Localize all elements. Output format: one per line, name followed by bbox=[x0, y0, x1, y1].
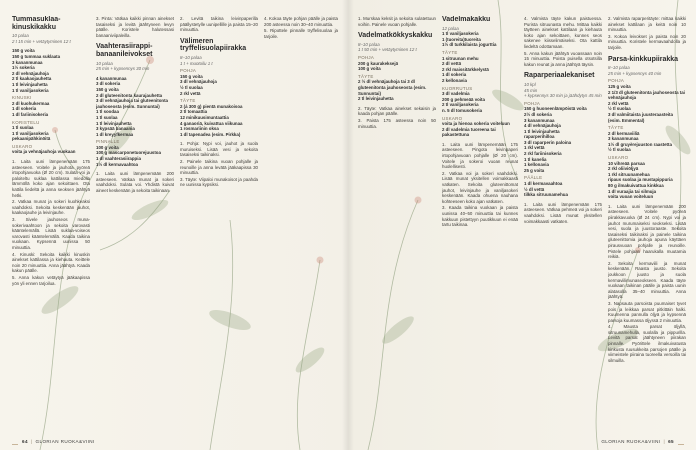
ingredient: tilkka sitruunamehua bbox=[524, 192, 568, 198]
ingredient: 1 rkl sitruunamehua bbox=[608, 171, 650, 177]
recipe-step: 4. Mausta parsat öljyllä, sitruunamehulla, suolalla ja pippurilla. Levitä parsat jäähtyneen piirakan pinnalle. Pyörittele ilmakuivatusta kinkusta ruusukkeita parsojen päälle ja viimeistele piiraina tuoreella versoilla tai silmuilla. bbox=[608, 324, 686, 363]
ingredient: 2 dl kermaviiliä bbox=[608, 130, 640, 136]
recipe-servings: 10 palaa bbox=[12, 33, 29, 39]
section-label: TÄYTE bbox=[358, 73, 374, 79]
ingredient: 1 tl leivinjauhetta bbox=[12, 81, 48, 87]
ingredient: 200 g pehmeää voita bbox=[442, 96, 485, 102]
recipe-servings: 12 palaa bbox=[442, 25, 459, 31]
right-page bbox=[348, 0, 696, 450]
ingredient: 4 dl vehnäjauhoja bbox=[524, 123, 561, 129]
ingredient: 200 g kaurakeksejä bbox=[358, 60, 399, 66]
ingredient: 1 dl kermavaahtoa bbox=[524, 181, 563, 187]
ingredient: n. 5 dl tomusokeria bbox=[442, 107, 483, 113]
section-label: KUORRUTUS bbox=[442, 85, 473, 91]
ingredient: 1 dl vaahterasiirappia bbox=[96, 156, 141, 162]
ingredient: 2 kellonavia bbox=[442, 77, 467, 83]
ingredient: 4 ganaoriä, kuivattua viikunaa bbox=[180, 120, 243, 126]
ingredient: 100 g mascarponetuorejuustoa bbox=[96, 150, 161, 156]
ingredient: ripaus suolaa ja mustapippuria bbox=[608, 177, 673, 183]
ingredient: 2 rkl vettä bbox=[180, 90, 201, 96]
ingredient: 150 g voita bbox=[96, 86, 119, 92]
ingredient: 1½ dl gruyèrejuuston raastetta bbox=[608, 141, 672, 147]
ingredient: 3 dl vehnäjauhoja bbox=[180, 79, 217, 85]
ingredient: 3 dl vehnäjauhoja tai gluteenitonta jauhoseosta (esim. Sunnuntai) bbox=[96, 98, 168, 109]
ingredient: 1 dl fariinisokeria bbox=[12, 111, 49, 117]
left-column-4 bbox=[264, 16, 338, 430]
recipe-step: 5. Anna kakun vetäytyä jääkaapissa yön yli ennen tarjoilua. bbox=[12, 274, 90, 286]
ingredient: 1½ dl turkkilaista jogurttia bbox=[442, 42, 497, 48]
section-label: POHJA bbox=[608, 78, 625, 84]
recipe-time: 25 min + kypsennys 40 min bbox=[608, 70, 662, 76]
recipe-step: 2. Levitä taikina leivinpaperilla päällystetylle uunipellille ja paista 15–20 minuuttia. bbox=[180, 16, 258, 33]
ingredient: 2 dl vehnäjauhoja bbox=[12, 70, 49, 76]
section-label: KINUSKI bbox=[12, 95, 32, 101]
page-number: 64 bbox=[22, 439, 28, 444]
ingredient: 2 tl leivinjauhetta bbox=[358, 96, 394, 102]
footer-rule bbox=[12, 444, 18, 445]
section-label: PÄÄLLE bbox=[524, 175, 543, 181]
recipe-time-extra: + kypsennys 30 min ja jäähdytys 45 min bbox=[524, 93, 602, 99]
ingredient: 1½ dl kermavaahtoa bbox=[96, 161, 138, 167]
ingredient: 1 tl vaniljasokeria bbox=[12, 130, 49, 136]
section-label: KORISTELU bbox=[12, 119, 40, 125]
section-label: POHJA bbox=[524, 100, 541, 106]
recipe-step: 4. Kinuski: Sekoita kaikki kinuskin ainekset kattilassa ja kiehauta. Keittele noin 20 minuuttia. Anna jäähtyä. Kaada kakun päälle. bbox=[12, 251, 90, 274]
ingredient: 1 dl sokeria bbox=[442, 72, 467, 78]
section-label: USKARO bbox=[12, 143, 33, 149]
magazine-title: GLORIAN RUOKA&VIINI bbox=[601, 439, 661, 444]
recipe-step: 3. Paista 175 asteessa noin 50 minuuttia. bbox=[358, 117, 436, 129]
ingredient: 2 dl kuohukermaa bbox=[12, 100, 50, 106]
ingredient: voita ja vehnäjauhoja vuokaan bbox=[12, 149, 76, 155]
recipe-servings: 8–10 palaa bbox=[358, 41, 380, 47]
ingredient: 1 rosmariinin oksa bbox=[180, 126, 219, 132]
ingredient: voita vuoan voiteluun bbox=[608, 194, 654, 200]
ingredient: 125 g voita bbox=[608, 83, 631, 89]
recipe-time: 2 t 15 min + vetäytyminen 12 t bbox=[12, 38, 71, 44]
ingredient: raparperihilloa bbox=[524, 134, 555, 140]
recipe-title: Vadelmatkökkyskakku bbox=[358, 32, 433, 40]
ingredient: 150 g voita bbox=[180, 73, 203, 79]
ingredient: 3 kananmunaa bbox=[12, 59, 43, 65]
recipe-title: Vaahterasiirappi-banaanileivokset bbox=[96, 43, 153, 58]
ingredient: 2 rkl fariinisokeria bbox=[524, 151, 562, 157]
recipe-time: 25 min + kypsennys 30 min bbox=[96, 66, 150, 72]
magazine-title: GLORIAN RUOKA&VIINI bbox=[35, 439, 95, 444]
section-label: POHJA bbox=[180, 68, 197, 74]
ingredient: 1 dl vuraajia tai silmuja bbox=[608, 188, 657, 194]
ingredient: 2½ dl sokeria bbox=[524, 111, 552, 117]
ingredient: 2 tl vaniljasokeria bbox=[442, 102, 479, 108]
ingredient: ½ dl vettä bbox=[524, 186, 545, 192]
ingredient: 2 rkl maissitärkkelystä bbox=[442, 66, 489, 72]
ingredient: 150 g tummaa suklaata bbox=[12, 53, 61, 59]
page-footer: GLORIAN RUOKA&VIINI | 65 bbox=[601, 439, 674, 444]
recipe-title: Parsa-kinkkupiirakka bbox=[608, 55, 679, 63]
ingredient: 100 g voita bbox=[358, 66, 381, 72]
page-number: 65 bbox=[668, 439, 674, 444]
recipe-step: 5. Anna kakun jäähtyä vuoassaan noin 15 minuuttia. Poista puisella otsotsilla kakun reunat ja anna jäähtyä täysin. bbox=[524, 50, 602, 67]
ingredient: 3 dl vadelmia bbox=[442, 91, 470, 97]
recipe-step: 3. Napsauta parsoista puumaiset tyvet pois ja leikkaa parsat pitkittäin halki. Kuumenna pannulla öljyä ja kypsennä parsoja kuumassa öljyssä 2 minuuttia. bbox=[608, 300, 686, 323]
ingredient: 1 tl vaniljasokeria bbox=[12, 87, 49, 93]
ingredient: 3 dl sokeria bbox=[96, 81, 121, 87]
section-label: POHJA bbox=[358, 54, 375, 60]
ingredient: 2 ½ dl vehnäjauhoja tai 3 dl gluteenitonta jauhoseosta (esim. Sunnuntai) bbox=[358, 79, 427, 96]
ingredient: 1 tl suolaa bbox=[96, 114, 118, 120]
section-label: USKARO bbox=[608, 155, 629, 161]
ingredient: 1½ sokeria bbox=[12, 65, 35, 71]
ingredient: 1 tl vaniljasokeria bbox=[442, 31, 479, 37]
recipe-step: 3. Sivele jauhoseos muna-sokerivaahtoon ja sekoita varovasti kääntelemällä. Lisää suklaa-voiseos varovasti kääntelemällä. Kaada taikina vuokaan. Kypsennä uunissa 50 minuuttia. bbox=[12, 217, 90, 250]
ingredient: 3 kypsää banaania bbox=[96, 126, 135, 132]
ingredient: 3 kananmunaa bbox=[608, 136, 639, 142]
recipe-servings: 10 kpl bbox=[524, 81, 536, 87]
ingredient: 2 tl kaakaojauhetta bbox=[12, 76, 52, 82]
ingredient: ½ tl suolaa bbox=[180, 84, 203, 90]
section-label: USKARO bbox=[442, 115, 463, 121]
section-label: TÄYTE bbox=[442, 49, 458, 55]
recipe-step: 4. Kokoa täyte pohjan päälle ja paista 200 asteessa noin 30–40 minuuttia. bbox=[264, 16, 338, 27]
recipe-title: Välimeren tryffelisuolapiirakka bbox=[180, 37, 247, 53]
ingredient: 1 kellonavia bbox=[524, 162, 549, 168]
footer-rule bbox=[678, 444, 684, 445]
ingredient: 1 tl leivinjauhetta bbox=[524, 128, 560, 134]
ingredient: 1 (tuoreita)tuoreita bbox=[442, 36, 481, 42]
recipe-title: Tummasuklaa-kinuskikakku bbox=[12, 16, 61, 31]
recipe-step: 1. Pohja: Nypi voi, jauhot ja suola muruiseksi. Lisää vesi ja sekoita tasaiseksi taikinaksi. bbox=[180, 141, 258, 158]
recipe-servings: 8–10 palaa bbox=[180, 54, 202, 60]
ingredient: voita ja hienoa sokeria voiteluun bbox=[442, 121, 510, 127]
recipe-time: 45 min bbox=[524, 87, 538, 93]
recipe-servings: 10 palaa bbox=[96, 60, 113, 66]
ingredient: 100 g voita bbox=[96, 144, 119, 150]
ingredient: 2 (á 300 g) pientä munakoisoa bbox=[180, 103, 243, 109]
recipe-step: 1. Laita uuni lämpenemään 175 asteeseen. Vatkaa pehmeä voi ja sokeri vaahdoksi. Lisää munat yksitellen voimakkaasti vatkaten. bbox=[524, 201, 602, 224]
recipe-step: 2. Painele taikina vuoan pohjalle ja reunoille ja anna levätä jääkaapissa 30 minuuttia. bbox=[180, 159, 258, 176]
section-label: TÄYTE bbox=[180, 98, 196, 104]
ingredient: 3 dl raparperin paloina bbox=[524, 139, 572, 145]
ingredient: 1 tl leivinjauhetta bbox=[96, 120, 132, 126]
ingredient: 80 g ilmakuivattua kinkkua bbox=[608, 183, 664, 189]
ingredient: 2 rkl oliiviöljyä bbox=[608, 166, 639, 172]
recipe-step: 4. Valmista täyte kakun paistuessa. Purista sitruunasta mehu. Mittaa kaikki täytteen ainekset kattilaan ja kiehauta koko ajan sekoittaen, kunnes seos sakenee kiisselimäiseksi. Ota kattila liedeltä odottamaan. bbox=[524, 16, 602, 49]
ingredient: 4 kananmunaa bbox=[96, 75, 127, 81]
recipe-step: 2. Vatkaa voi ja sokeri vaahdoksi. Lisää munat yksitellen voimakkaasti vatkaten. Sekoita gluteenittomat jauhot, leivinjauhe ja vaniljasokeri keskenään. Kaada ohuena nauhana kohteeseen koko ajan vatkaten. bbox=[442, 170, 518, 204]
ingredient: 1 dl kreyyfkermaa bbox=[96, 131, 134, 137]
right-column-1 bbox=[358, 16, 436, 430]
ingredient: 3 kananmunaa bbox=[524, 117, 555, 123]
recipe-step: 3. Kaada taikina vuokaan ja paista uunissa 40–50 minuuttia tai kunnes kakkuun pistettyyn puutikkuun ei enää tartu taikinaa. bbox=[442, 205, 518, 228]
ingredient: 10 vihreää parsaa bbox=[608, 160, 645, 166]
recipe-step: 3. Täyte: Viipaloi munakoisot ja paahda ne uunissa kypsiksi. bbox=[180, 176, 258, 188]
ingredient: 1 dl sokeria bbox=[12, 106, 37, 112]
ingredient: 2 1/3 dl gluteenitonta jauhoseosta tai vehnäjauhoja bbox=[608, 89, 685, 101]
recipe-step: 1. Laita uuni lämpenemään 200 asteeseen. Voitele pyöreä piirakkavuoka (Ø 24 cm). Nypi voi ja jauhot murumaiseksi seokseksi. Lisää vesi, suola ja juustoraaste. Sekoita tasaiseksi taikinaksi ja painele taikina gluteenittomia jauhoja apuna käyttäen pirausvuoan pohjalle ja reunoille. Pistele pohjaan haarukalla muutamia reikiä. bbox=[608, 203, 686, 260]
recipe-step-continued: 3. Pinta: Vatkaa kaikki pinnan ainekset tasaiseksi ja levitä jäähtyneen levyn päälle. Koristele halutessasi banaaniviipaleilla. bbox=[96, 16, 174, 38]
left-column-2 bbox=[96, 16, 174, 430]
ingredient: 150 g huoneenlämpöistä voita bbox=[524, 106, 587, 112]
ingredient: 2 tl tomaattia bbox=[180, 109, 208, 115]
section-label: TÄYTE bbox=[608, 125, 624, 131]
ingredient: 3 dl valmiitaista juusteraasteita (esim. Emmental) bbox=[608, 111, 673, 123]
recipe-servings: 8–10 palaa bbox=[608, 65, 630, 71]
ingredient: 2 dl gluteenitonta kaurajauhetta bbox=[96, 92, 163, 98]
page-footer: 64 | GLORIAN RUOKA&VIINI bbox=[22, 439, 95, 444]
ingredient: 25 g voita bbox=[524, 167, 545, 173]
recipe-step: 2. Vatkaa munat ja sokeri kuohkeaksi vaahdoksi. Sekoita keskenään jauhot, kaakaojauhe ja leivinjauhe. bbox=[12, 199, 90, 216]
recipe-step: 1. Laita uuni lämpenemään 200 asteeseen. Vatkaa munat ja sokeri vaahdoksi. Sulata voi. Yhdistä kuivat aineet keskenään ja sekoita taikinaan. bbox=[96, 171, 174, 194]
ingredient: 1 sitruunan mehu bbox=[442, 55, 479, 61]
ingredient: 1 dl tapenadea (esim. Pirkka) bbox=[180, 131, 241, 137]
recipe-step: 2. Täyte: Vatkaa ainekset sekaisin ja kaada pohjan päälle. bbox=[358, 105, 436, 117]
ingredient: 1 tl suolaa bbox=[12, 125, 34, 131]
recipe-step: 3. Kokoa leivokset ja paista noin 20 minuuttia. Koristele kermavaahdolla ja tarjoile. bbox=[608, 33, 686, 50]
recipe-step: 1. Laita uuni lämpenemään 175 asteeseen. Voitele ja jauhota pyöreä irtopohjavuoka (Ø 20 cm). Sulata voi ja paloiteltu suklaa kattilassa miedolla lämmöllä koko ajan sekoittaen. Ota kattila liedeltä ja anna seoksen jäähtyä hetki. bbox=[12, 159, 90, 198]
recipe-time: 1 t 50 min + vetäytyminen 12 t bbox=[358, 47, 417, 53]
right-column-4 bbox=[608, 16, 686, 430]
ingredient: ½ tl suolaa bbox=[608, 147, 631, 153]
recipe-step: 5. Ripottele pinnalle tryffelisuolaa ja tarjoile. bbox=[264, 28, 338, 39]
left-column-1 bbox=[12, 16, 90, 430]
right-column-2 bbox=[442, 16, 518, 430]
right-column-3 bbox=[524, 16, 602, 430]
ingredient: 150 g voita bbox=[12, 48, 35, 54]
left-column-3 bbox=[180, 16, 258, 430]
ingredient: 2 dl vettä bbox=[442, 61, 462, 67]
recipe-title: Vadelmakakku bbox=[442, 16, 491, 23]
recipe-title: Raparperiaalekaniset bbox=[524, 72, 595, 80]
ingredient: 1 tl soodaa bbox=[96, 109, 119, 115]
ingredient: 12 minikuusimuntaattia bbox=[180, 114, 229, 120]
recipe-step: 2. Valmista raparperitäyte: mittaa kaikki ainekset kattilaan ja keitä noin 10 minuuttia. bbox=[608, 16, 686, 33]
book-gutter bbox=[342, 0, 354, 450]
recipe-step: 2. Sekoita kermaviili ja munat keskenään. Raasta juusto. Sekoita joukkoon juusto ja suola kermaviilimunaseokseen. Kaada täyte vuokaan taikinan päälle ja paista uunin alatasolla 35–40 minuuttia. Anna jäähtyä. bbox=[608, 260, 686, 300]
ingredient: 2 dl vadelmia tuoreena tai pakastettuna bbox=[442, 126, 496, 138]
section-label: PINNALLE bbox=[96, 139, 120, 145]
ingredient: 2 rkl vettä bbox=[608, 100, 629, 106]
recipe-step: 1. Murskaa keksit ja sekoita sulatettuun voihin. Painele vuoan pohjalle. bbox=[358, 16, 436, 27]
ingredient: pekaanipähkinöitä bbox=[12, 136, 51, 142]
ingredient: 1 tl kanelia bbox=[524, 156, 547, 162]
recipe-time: 1 t + muotoilu 1 t bbox=[180, 60, 213, 66]
recipe-step: 1. Laita uuni lämpenemään 175 asteeseen. Pingota leivinpaperi irtopohjavuoan pohjalle (Ø 20 cm). Voitele ja sokeroi vuoan reunat huolellisesti. bbox=[442, 141, 518, 170]
ingredient: ½ tl suolaa bbox=[608, 106, 631, 112]
ingredient: 1 rkl vettä bbox=[524, 145, 545, 151]
